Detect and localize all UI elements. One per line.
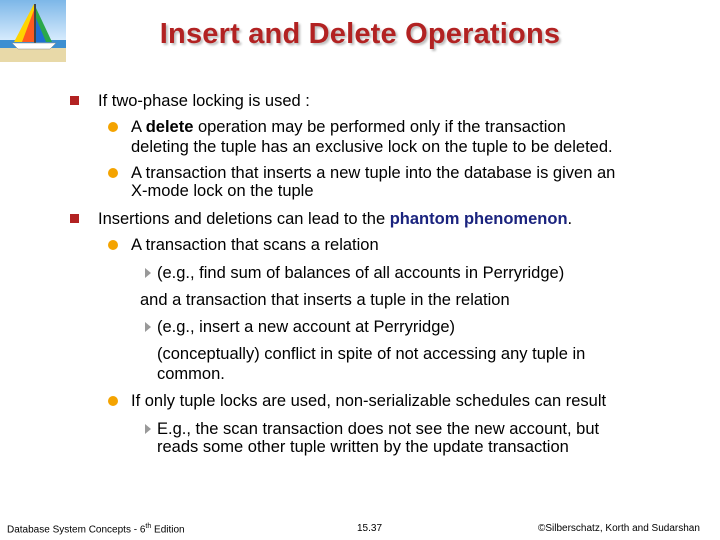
text: . [567,210,573,228]
keyword-phantom: phantom phenomenon [389,210,568,228]
slide-title: Insert and Delete Operations [159,18,561,50]
round-bullet-icon [108,240,118,250]
arrow-bullet-icon [145,322,151,332]
bullet-delete-line2: deleting the tuple has an exclusive lock on the tuple to be deleted. [131,138,613,156]
bullet-delete-line1 [131,118,566,136]
square-bullet-icon [70,214,79,223]
bullet-scan-example: (e.g., find sum of balances of all accounts in Perryridge) [157,264,565,282]
square-bullet-icon [70,96,79,105]
footer-copyright: ©Silberschatz, Korth and Sudarshan [538,523,700,534]
text: Insertions and deletions can lead to the [98,210,390,228]
bullet-insert-line1: A transaction that inserts a new tuple into the database is given an [131,164,616,182]
arrow-bullet-icon [145,424,151,434]
bullet-scan-new-account-line1: E.g., the scan transaction does not see the new account, but [157,420,600,438]
text: th [145,523,152,530]
conflict-line1: (conceptually) conflict in spite of not accessing any tuple in [157,345,586,363]
keyword-delete: delete [145,118,194,136]
text: operation may be performed only if the transaction [193,118,566,136]
bullet-tuple-locks: If only tuple locks are used, non-serializable schedules can result [131,392,607,410]
scan-continuation: and a transaction that inserts a tuple in the relation [140,291,510,309]
footer-book-title [7,523,185,535]
text: A [131,118,146,136]
round-bullet-icon [108,122,118,132]
text: Edition [151,524,185,536]
bullet-insert-example: (e.g., insert a new account at Perryridge) [157,318,456,336]
arrow-bullet-icon [145,268,151,278]
footer-slide-number: 15.37 [357,523,383,534]
round-bullet-icon [108,168,118,178]
round-bullet-icon [108,396,118,406]
bullet-phantom [98,210,572,228]
bullet-scan: A transaction that scans a relation [131,236,379,254]
text: Database System Concepts - 6 [7,524,146,536]
conflict-line2: common. [157,365,225,383]
bullet-scan-new-account-line2: reads some other tuple written by the update transaction [157,438,569,456]
bullet-two-phase: If two-phase locking is used : [98,92,310,110]
bullet-insert-line2: X-mode lock on the tuple [131,182,314,200]
